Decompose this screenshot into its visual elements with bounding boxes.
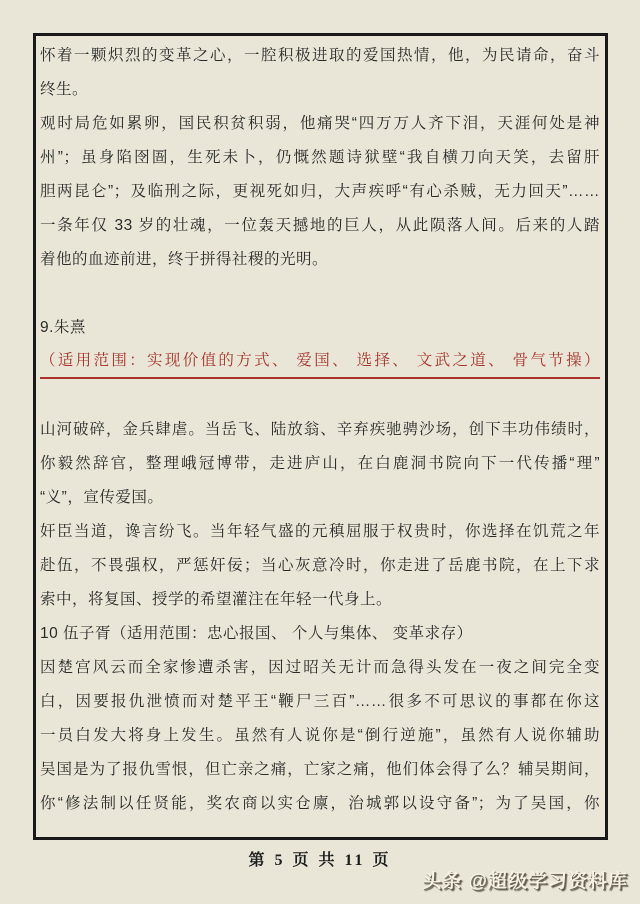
page-frame (33, 33, 608, 840)
text-line: 奸臣当道，谗言纷飞。当年轻气盛的元稹屈服于权贵时，你选择在饥荒之年 (40, 523, 600, 540)
text-line: 怀着一颗炽烈的变革之心，一腔积极进取的爱国热情，他，为民请命，奋斗 (40, 47, 600, 64)
page-footer: 第 5 页 共 11 页 (248, 852, 392, 869)
text-line: 观时局危如累卵，国民积贫积弱，他痛哭“四万万人齐下泪，天涯何处是神 (40, 115, 600, 132)
text-line: 吴国是为了报仇雪恨，但亡亲之痛，亡家之痛，他们体会得了么？辅吴期间， (40, 761, 600, 778)
text-line: 因楚宫风云而全家惨遭杀害，因过昭关无计而急得头发在一夜之间完全变 (40, 659, 600, 676)
text-line: 着他的血迹前进，终于拼得社稷的光明。 (40, 251, 329, 268)
section-heading-wuzixu: 10 伍子胥（适用范围：忠心报国、 个人与集体、 变革求存） (40, 625, 473, 642)
text-line: 赴伍，不畏强权，严惩奸佞；当心灰意冷时，你走进了岳鹿书院，在上下求 (40, 557, 600, 574)
usage-scope-red-line: （适用范围：实现价值的方式、 爱国、 选择、 文武之道、 骨气节操） (40, 345, 600, 379)
text-line: 州”；虽身陷囹圄，生死未卜，仍慨然题诗狱壁“我自横刀向天笑，去留肝 (40, 149, 600, 166)
text-line: 山河破碎，金兵肆虐。当岳飞、陆放翁、辛弃疾驰骋沙场，创下丰功伟绩时， (40, 421, 600, 438)
text-line: 终生。 (40, 81, 89, 98)
blank-line (40, 379, 600, 413)
text-line: 胆两昆仑”；及临刑之际，更视死如归，大声疾呼“有心杀贼，无力回天”…… (40, 183, 600, 200)
watermark: 头条 @超级学习资料库 (422, 871, 628, 892)
text-line: 一条年仅 33 岁的壮魂，一位轰天撼地的巨人，从此陨落人间。后来的人踏 (40, 217, 600, 234)
text-line: 你“修法制以任贤能，奖农商以实仓廪，治城郭以设守备”；为了吴国，你 (40, 795, 600, 812)
text-line: 你毅然辞官，整理峨冠博带，走进庐山，在白鹿洞书院向下一代传播“理” (40, 455, 600, 472)
text-line: 白，因要报仇泄愤而对楚平王“鞭尸三百”……很多不可思议的事都在你这 (40, 693, 600, 710)
section-heading-zhuxi: 9.朱熹 (40, 319, 86, 336)
blank-line (40, 277, 600, 311)
text-line: 一员白发大将身上发生。虽然有人说你是“倒行逆施”，虽然有人说你辅助 (40, 727, 600, 744)
text-line: 索中，将复国、授学的希望灌注在年轻一代身上。 (40, 591, 393, 608)
text-line: “义”，宣传爱国。 (40, 489, 164, 506)
